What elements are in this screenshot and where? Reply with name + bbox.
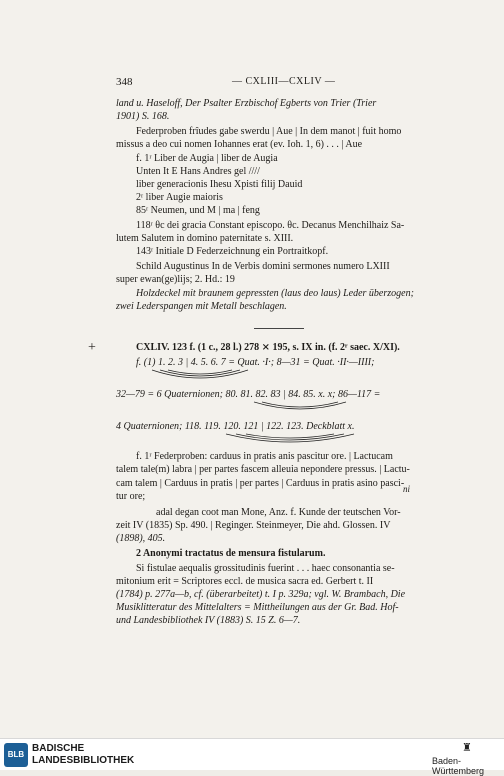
text-line: missus a deo cui nomen Iohannes erat (ev. Ioh. 1, 6) . . . | Aue [116, 139, 363, 150]
text-line: f. 1ʳ Federproben: carduus in pratis anis pascitur ore. | Lactucam [136, 451, 393, 462]
text-line: tur ore; [116, 491, 146, 502]
text-line: (1784) p. 277a—b, cf. (überarbeitet) t. I p. 329a; vgl. W. Brambach, Die [116, 589, 406, 600]
text-line: 1901) S. 168. [116, 111, 170, 122]
text-line: 118ʳ θc dei gracia Constant episcopo. θc. Decanus Menchilhaiz Sa- [136, 220, 405, 231]
text-line: Holzdeckel mit braunem gepressten (laus deo laus) Leder überzogen; [136, 288, 414, 299]
text-line: lutem Salutem in domino paternitate s. XIII. [116, 233, 294, 244]
library-name [32, 743, 134, 767]
collation-line: f. (1) 1. 2. 3 | 4. 5. 6. 7 = Quat. ·I·; 8—31 = Quat. ·II·—IIII; [136, 357, 375, 368]
text-line: 2ʳ liber Augie maioris [136, 192, 223, 203]
text-line: Federproben frîudes gabe swerdu | Aue | In dem manot | fuit homo [136, 126, 402, 137]
text-line: zwei Lederspangen mit Metall beschlagen. [116, 301, 287, 312]
manuscript-heading: CXLIV. 123 f. (1 c., 28 l.) 278 ⨯ 195, s. IX in. (f. 2ʳ saec. X/XI). [136, 342, 400, 353]
section-heading: 2 Anonymi tractatus de mensura fistularum. [136, 548, 326, 559]
marginal-plus: + [88, 340, 96, 355]
text-line: Schild Augustinus In de Verbis domini sermones numero LXIII [136, 261, 390, 272]
blb-logo[interactable]: BLB [4, 743, 28, 767]
text-line: talem tale(m) labra | per partes fascem alleuia nepondere pressus. | Lactu- [116, 464, 410, 475]
text-line: cam talem | Carduus in pratis | per partes | Carduus in pratis asino pasci- [116, 478, 405, 489]
text-line: liber generacionis Ihesu Xpisti filij Dauid [136, 179, 303, 190]
running-title: — CXLIII—CXLIV — [232, 76, 336, 87]
text-line: 85ʳ Neumen, und M | ma | feng [136, 205, 260, 216]
text-line: f. 1ʳ Liber de Augia | liber de Augia [136, 153, 278, 164]
library-name-line2: LANDESBIBLIOTHEK [32, 755, 135, 766]
text-line: mitonium erit = Scriptores eccl. de musica sacra ed. Gerbert t. II [116, 576, 374, 587]
text-line: Unten It E Hans Andres gel //// [136, 166, 260, 177]
bw-crest-icon: ♜ [462, 742, 472, 754]
text-line: Musiklitteratur des Mittelalters = Mittheilungen aus der Gr. Bad. Hof- [116, 602, 399, 613]
library-name-line1: BADISCHE [32, 743, 85, 754]
text-line: super ewan(ge)lijs; 2. Hd.: 19 [116, 274, 235, 285]
interlinear-gloss: ni [403, 484, 411, 494]
text-line: (1898), 405. [116, 533, 166, 544]
text-line: land u. Haseloff, Der Psalter Erzbischof Egberts von Trier (Trier [116, 98, 377, 109]
collation-line: 32—79 = 6 Quaternionen; 80. 81. 82. 83 | 84. 85. x. x; 86—117 = [116, 389, 381, 400]
text-line: zeit IV (1835) Sp. 490. | Reginger. Steinmeyer, Die ahd. Glossen. IV [116, 520, 391, 531]
text-line: 143ʳ Initiale D Federzeichnung ein Portraitkopf. [136, 246, 329, 257]
text-line: adal degan coot man Mone, Anz. f. Kunde der teutschen Vor- [156, 507, 401, 518]
page-number: 348 [116, 76, 133, 88]
text-line: und Landesbibliothek IV (1883) S. 15 Z. 6—7. [116, 615, 301, 626]
text-line: Si fistulae aequalis grossitudinis fuerint . . . haec consonantia se- [136, 563, 395, 574]
partner-label[interactable]: Baden-Württemberg [432, 756, 485, 776]
collation-line: 4 Quaternionen; 118. 119. 120. 121 | 122. 123. Deckblatt x. [116, 421, 355, 432]
library-footer [0, 738, 504, 776]
